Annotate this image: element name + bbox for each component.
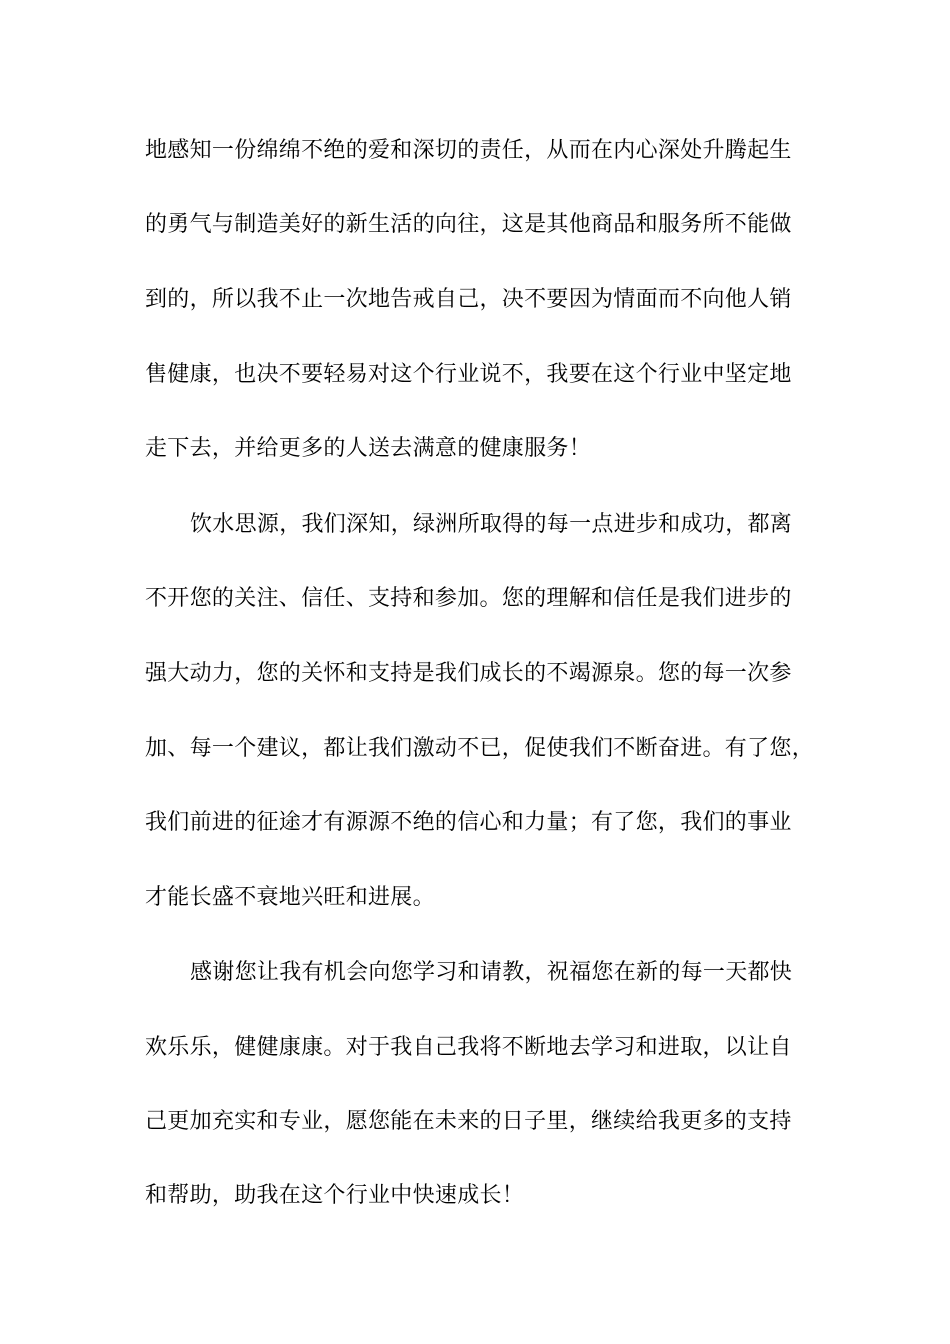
paragraph-first-line: 饮水思源，我们深知，绿洲所取得的每一点进步和成功，都离 xyxy=(190,512,793,537)
text-line: 和帮助，助我在这个行业中快速成长！ xyxy=(145,1183,525,1208)
text-line: 己更加充实和专业，愿您能在未来的日子里，继续给我更多的支持 xyxy=(145,1109,792,1134)
text-line: 售健康，也决不要轻易对这个行业说不，我要在这个行业中坚定地 xyxy=(145,362,792,387)
text-line: 的勇气与制造美好的新生活的向往，这是其他商品和服务所不能做 xyxy=(145,212,792,237)
text-line: 地感知一份绵绵不绝的爱和深切的责任，从而在内心深处升腾起生 xyxy=(145,138,792,163)
text-line: 走下去，并给更多的人送去满意的健康服务！ xyxy=(145,436,592,461)
text-line: 才能长盛不衰地兴旺和进展。 xyxy=(145,885,435,910)
text-line: 欢乐乐，健健康康。对于我自己我将不断地去学习和进取，以让自 xyxy=(145,1035,792,1060)
paragraph-first-line: 感谢您让我有机会向您学习和请教，祝福您在新的每一天都快 xyxy=(190,960,793,985)
text-line: 强大动力，您的关怀和支持是我们成长的不竭源泉。您的每一次参 xyxy=(145,661,792,686)
text-line: 加、每一个建议，都让我们激动不已，促使我们不断奋进。有了您， xyxy=(145,736,815,761)
text-line: 我们前进的征途才有源源不绝的信心和力量；有了您，我们的事业 xyxy=(145,810,792,835)
text-line: 不开您的关注、信任、支持和参加。您的理解和信任是我们进步的 xyxy=(145,586,792,611)
text-line: 到的，所以我不止一次地告戒自己，决不要因为情面而不向他人销 xyxy=(145,287,792,312)
